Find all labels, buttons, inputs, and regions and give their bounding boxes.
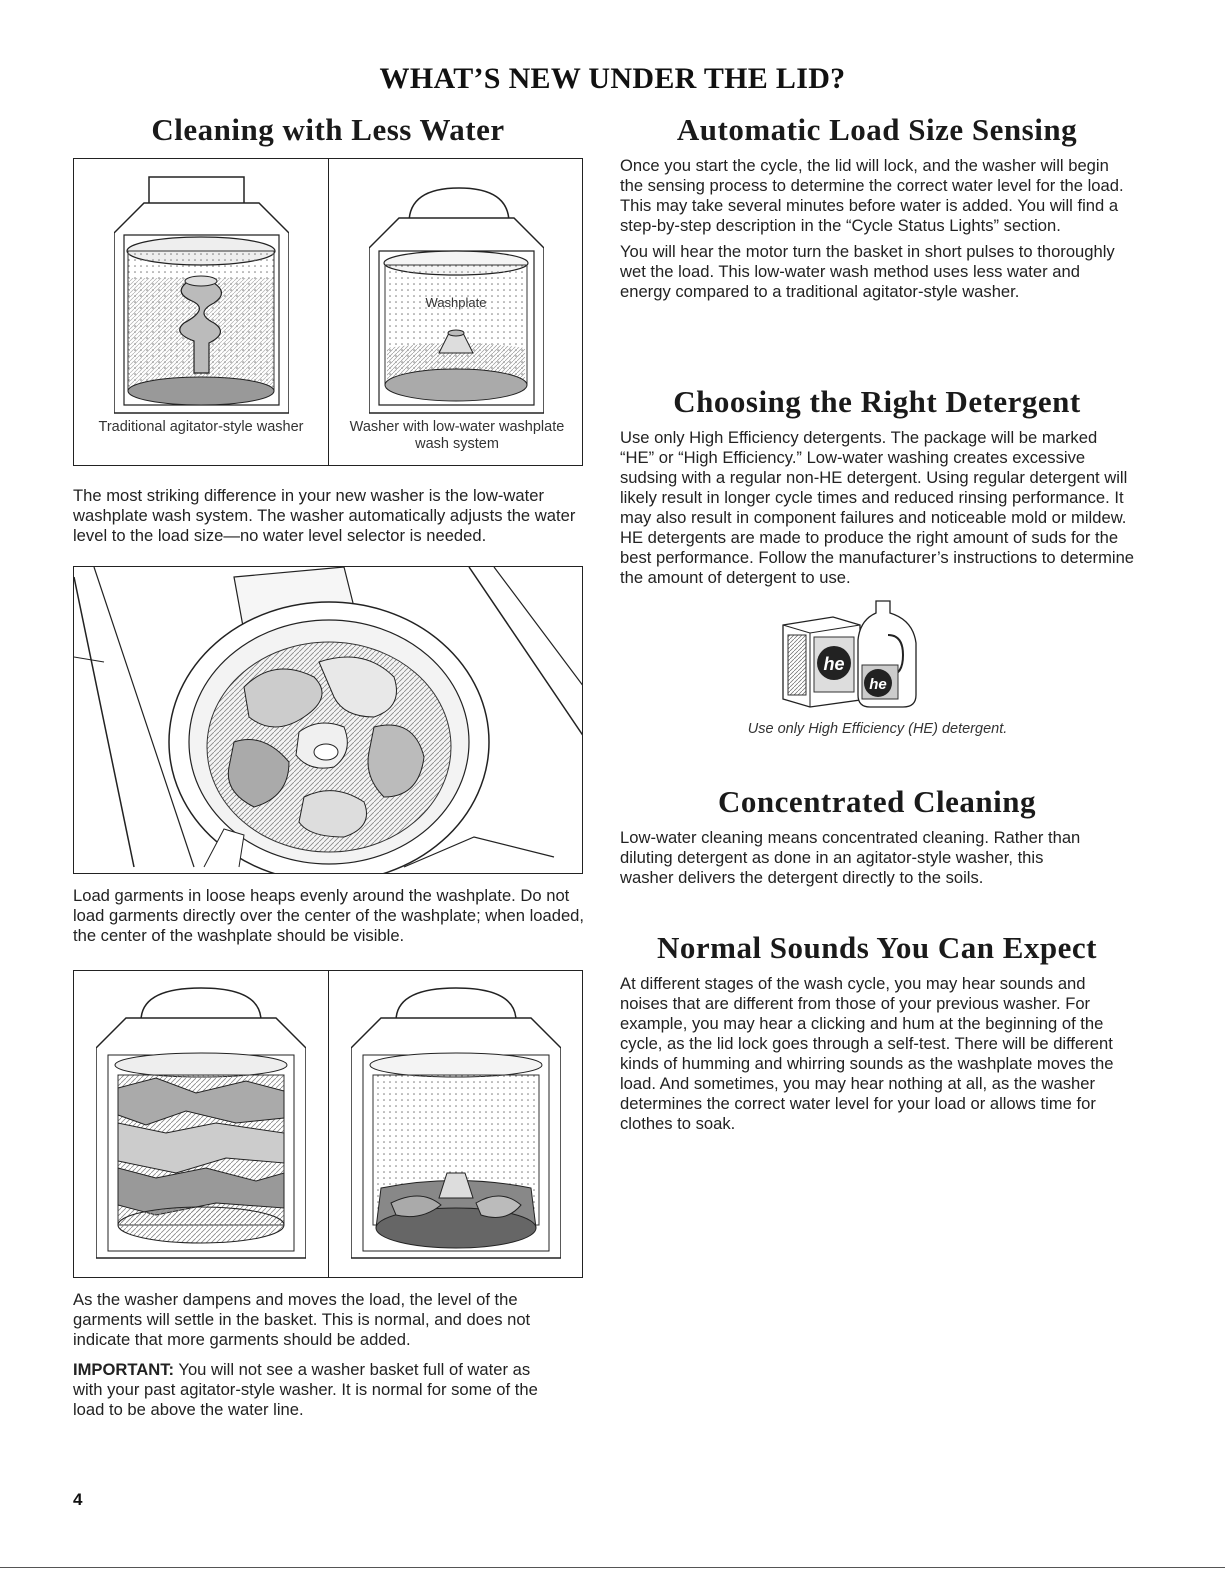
- he-detergent-illustration: [778, 595, 928, 710]
- caption-traditional-washer: Traditional agitator-style washer: [98, 419, 304, 435]
- heading-normal-sounds: Normal Sounds You Can Expect: [656, 930, 1098, 965]
- sensing-section: [620, 156, 1135, 302]
- paragraph-sensing-2: You will hear the motor turn the basket in short pulses to thoroughly wet the load. This low-water wash method uses less water and energy compared to a traditional agitator-style washer.: [620, 242, 1115, 301]
- paragraph-sounds: At different stages of the wash cycle, you may hear sounds and noises that are different from those of your previous washer. For example, you may hear a clicking and hum at the beginning of the cycle, as the lid lock goes through a self-test. There will be different kinds of humming and whirring sounds as the washplate moves the load. And sometimes, you may hear nothing at all, as the washer determines the correct water level for your load or allows time for clothes to soak.: [620, 974, 1114, 1133]
- washplate-washer-illustration: [369, 173, 544, 423]
- paragraph-settle-load: As the washer dampens and moves the load, the level of the garments will settle in the basket. This is normal, and does not indicate that more garments should be added.: [73, 1290, 531, 1349]
- heading-load-size-sensing: Automatic Load Size Sensing: [676, 112, 1078, 147]
- he-logo-text-box: he: [823, 654, 845, 674]
- agitator-washer-illustration: [114, 173, 289, 423]
- page-number: 4: [73, 1490, 83, 1509]
- he-logo-text-bottle: he: [869, 676, 887, 693]
- heading-choosing-detergent: Choosing the Right Detergent: [673, 384, 1081, 419]
- washplate-label: Washplate: [425, 295, 487, 310]
- paragraph-important: [73, 1360, 553, 1420]
- heading-concentrated-cleaning: Concentrated Cleaning: [718, 784, 1036, 819]
- paragraph-detergent: Use only High Efficiency detergents. The package will be marked “HE” or “High Efficiency.” Low-water washing creates excessive sudsing with a regular non-HE detergent. Using regular detergent will likely result in longer cycle times and reduced rinsing performance. It may also result in component failures and noticeable mold or mildew. HE detergents are made to produce the right amount of suds for the best performance. Follow the manufacturer’s instructions to determine the amount of detergent to use.: [620, 428, 1135, 587]
- paragraph-concentrated: Low-water cleaning means concentrated cleaning. Rather than diluting detergent as done in an agitator-style washer, this washer delivers the detergent directly to the soils.: [620, 828, 1081, 887]
- settling-load-figure: [73, 970, 583, 1278]
- page-title: WHAT’S NEW UNDER THE LID?: [379, 62, 846, 95]
- loaded-washplate-illustration: [74, 567, 583, 874]
- paragraph-low-water-system: The most striking difference in your new washer is the low-water washplate wash system. The washer automatically adjusts the water level to the load size—no water level selector is needed.: [73, 486, 576, 545]
- settled-basket-illustration: [351, 983, 561, 1263]
- heading-cleaning-less-water: Cleaning with Less Water: [151, 112, 505, 147]
- important-text: You will not see a washer basket full of water as with your past agitator-style washer. It is normal for some of the load to be above the water line.: [73, 1360, 538, 1419]
- washer-comparison-figure: [73, 158, 583, 466]
- important-label: IMPORTANT:: [73, 1360, 175, 1379]
- paragraph-sensing-1: Once you start the cycle, the lid will lock, and the washer will begin the sensing process to determine the correct water level for the load. This may take several minutes before water is added. You will find a step-by-step description in the “Cycle Status Lights” section.: [620, 156, 1124, 235]
- caption-washplate-washer: Washer with low-water washplate wash system: [349, 419, 565, 452]
- caption-he-detergent: Use only High Efficiency (HE) detergent.: [747, 721, 1008, 737]
- paragraph-load-garments: Load garments in loose heaps evenly around the washplate. Do not load garments directly over the center of the washplate; when loaded, the center of the washplate should be visible.: [73, 886, 585, 945]
- full-basket-illustration: [96, 983, 306, 1263]
- bottom-rule: [0, 1567, 1225, 1568]
- loaded-washer-figure: [73, 566, 583, 874]
